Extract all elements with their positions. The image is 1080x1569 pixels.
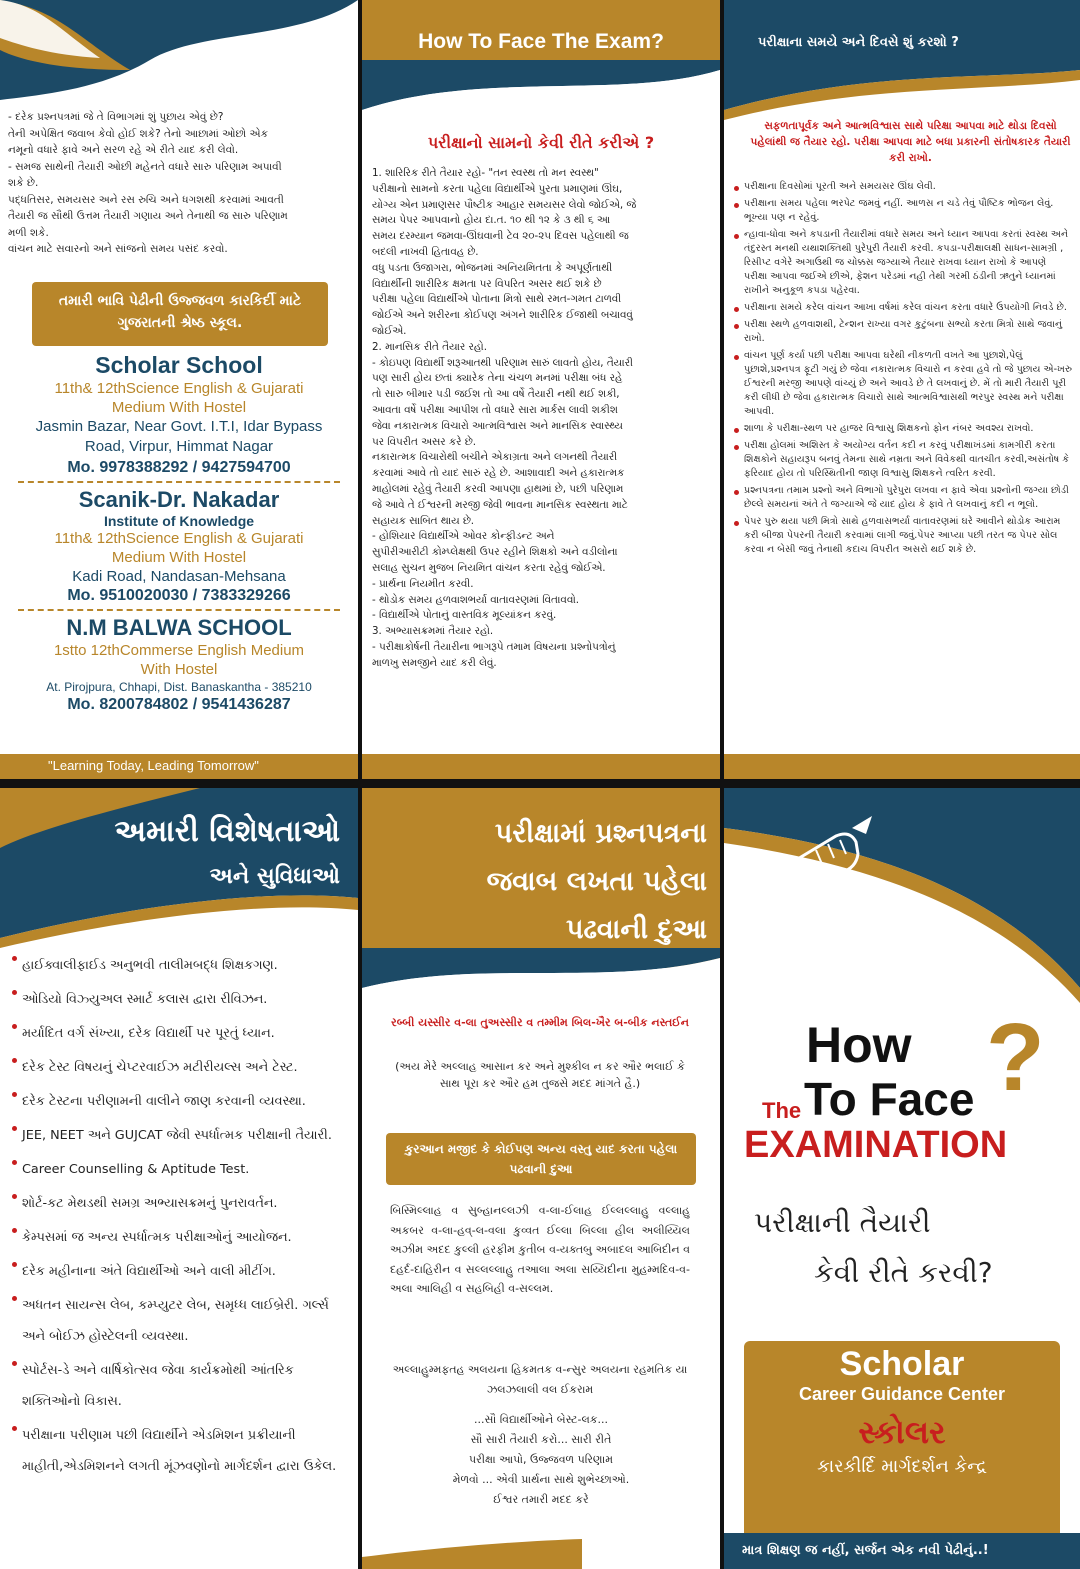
- how-heading: How: [806, 1017, 912, 1073]
- text-line: જે આવે તે ઈશ્વરની મરજી જેવી ભાવના માનસિક સ્વસ્થતા માટે: [372, 498, 628, 511]
- separator-dashed: [18, 609, 340, 611]
- school-name: Scanik-Dr. Nakadar: [78, 487, 280, 512]
- dua-title: [362, 810, 707, 954]
- tip-line: પદ્ધતિસર, સમયસર અને રસ રુચિ અને ધગશથી કરવામાં આવતી: [8, 193, 284, 206]
- list-item: ન્હાવા-ધોવા અને કપડાની તૈયારીમાં વધારે સમય અને ધ્યાન આપવા કરતાં સ્વસ્થ અને તંદુરસ્ત મનથી યથાશક્તિથી પુરેપુરી તૈયારી કરવી. કપડા-પરીક્ષાલક્ષી સાધન-સામગ્રી , રિસીપ્ટ વગેરે અગાઉથી જ ચોક્કસ જગ્યાએ તૈયાર રાખવા ધ્યાન રાખો કે આપણે પરીક્ષા આપવા જઈએ છીએ, ફેશન પરેડમાં નહી તેથી ગરમી ઠંડીની ઋતુને ધ્યાનમાં રાખીને અનુકૂળ કપડા પહેરવા.: [732, 228, 1072, 298]
- feature-item: સ્પોર્ટસ-ડે અને વાર્ષિકોત્સવ જેવા કાર્યક્રમોથી આંતરિક શક્તિઓનો વિકાસ.: [10, 1355, 350, 1417]
- prep-line-2: કેવી રીતે કરવી?: [814, 1256, 993, 1289]
- wish-line: પરીક્ષા આપો, ઉજ્જવળ પરિણામ: [469, 1453, 613, 1466]
- scholar-gujarati: સ્કોલર: [858, 1413, 946, 1451]
- cover-column: [724, 788, 1080, 1569]
- text-line: પરીક્ષા પહેલા વિદ્યાર્થીએ પોતાના મિત્રો સાથે રમત-ગમત ટાળવી: [372, 293, 622, 306]
- list-item: પરીક્ષા હોલમાં અશિસ્ત કે અયોગ્ય વર્તન કદી ન કરવું પરીક્ષાખંડમાં કામગીરી કરતા શિક્ષકોને સહાયરૂપ બનવું તેમના સાથે નમ્રતા અને વિવેકથી વાતચીત કરવી,અસંતોષ કે ફરિયાદ હોય તો પરિસ્થિતીની જાણ વિશ્વાસુ શિક્ષકને ત્વરિત કરવી.: [732, 439, 1072, 481]
- career-gujarati: કારકીર્દિ માર્ગદર્શન કેન્દ્ર: [817, 1456, 987, 1477]
- corner-wave-decoration: [0, 0, 358, 110]
- to-face-heading: To Face: [804, 1073, 975, 1125]
- school-address: At. Pirojpura, Chhapi, Dist. Banaskantha - 385210: [46, 680, 312, 694]
- dua-column: [362, 788, 720, 1569]
- text-line: - પરીક્ષાકોર્ષની તૈયારીના ભાગરૂપે તમામ વિષયના પ્રશ્નોપત્રોનું: [372, 640, 616, 653]
- text-line: માળખુ સમજીને યાદ કરી લેવું.: [372, 656, 497, 669]
- section-title: How To Face The Exam?: [418, 30, 664, 53]
- text-line: જોઈએ અને શરીરના કોઈપણ અંગને શારીરિક ઈજાથી બચાવવું: [372, 309, 633, 322]
- feature-item: દરેક ટેસ્ટના પરીણામની વાલીને જાણ કરવાની વ્યવસ્થા.: [10, 1086, 350, 1117]
- tip-line: - દરેક પ્રશ્નપત્રમાં જે તે વિભાગમાં શું પુછાય એવું છે?: [8, 111, 224, 123]
- footer-wave-decoration: [362, 1529, 720, 1569]
- top-left-column: [0, 0, 358, 780]
- header-wave-decoration: [362, 60, 720, 120]
- scholar-card: [744, 1341, 1060, 1539]
- school-course: 11th& 12thScience English & Gujarati Medium With Hostel: [54, 380, 304, 416]
- tip-line: - સમજ સાથેની તૈયારી ઓછી મહેનતે વધારે સારુ પરિણામ અપાવી: [8, 160, 282, 173]
- text-line: પર વિપરીત અસર કરે છે.: [372, 435, 476, 448]
- text-line: તો સારુ બીમાર પડી જઈશ તો આ વર્ષે તૈયારી નથી થઈ શકી,: [372, 388, 620, 401]
- tip-line: વાંચન માટે સવારનો અને સાંજનો સમય પસંદ કરવો.: [8, 243, 228, 255]
- text-line: બદલી નાખવી હિતાવહ છે.: [372, 245, 479, 258]
- tip-line: તેની અપેક્ષિત જવાબ કેવો હોઈ શકે? તેનો આછામાં ઓછો એક: [8, 127, 269, 140]
- tip-line: મળી શકે.: [8, 226, 49, 239]
- header-wave-decoration: [724, 0, 1080, 120]
- examination-heading: EXAMINATION: [744, 1124, 1008, 1166]
- text-line: સમય પેપર આપવાનો હોય દા.ત. ૧૦ થી ૧૨ કે ૩ થી ૬ આ: [372, 214, 610, 227]
- best-school-banner: તમારી ભાવિ પેઢીની ઉજ્જવળ કારકિર્દી માટે ગુજરાતની શ્રેષ્ઠ સ્કૂલ.: [32, 282, 328, 346]
- dua-title-line: જવાબ લખતા પહેલા: [486, 866, 707, 897]
- school-address: Jasmin Bazar, Near Govt. I.T.I, Idar Bypass Road, Virpur, Himmat Nagar: [35, 418, 323, 455]
- text-line: નકારાત્મક વિચારોથી બચીને એકાગ્રતા અને લગનથી તૈયારી: [372, 451, 618, 464]
- footer-band: [724, 754, 1080, 780]
- feature-item: ઓડિયો વિઝ્યુઅલ સ્માર્ટ કલાસ દ્વારા રીવિઝન.: [10, 984, 350, 1015]
- text-line: સુપીરીઆરીટી કોમ્પ્લેક્ષથી ઉપર રહીને શિક્ષકો અને વડીલોના: [372, 546, 618, 559]
- feature-item: હાઈક્વાલીફાઈડ અનુભવી તાલીમબદ્ધ શિક્ષકગણ.: [10, 950, 350, 981]
- feature-item: Career Counselling & Aptitude Test.: [10, 1154, 350, 1185]
- feature-item: અધતન સાયન્સ લેબ, કમ્પ્યુટર લેબ, સમૃધ્ધ લાઈબ્રેરી. ગર્લ્સ અને બોઈઝ હોસ્ટેલની વ્યવસ્થા.: [10, 1290, 350, 1352]
- text-line: 3. અભ્યાસક્રમમાં તૈયાર રહો.: [372, 625, 494, 638]
- text-line: સલાહ સુચન મુજબ નિયમિત વાંચન કરતા રહેવું જોઈએ.: [372, 561, 606, 574]
- school-phone: Mo. 9510020030 / 7383329266: [67, 587, 291, 604]
- the-word: The: [762, 1098, 802, 1123]
- list-item: પેપર પુરુ થયા પછી મિત્રો સાથે હળવાસભર્યા વાતાવરણમાં ઘરે આવીને થોડોક આરામ કરી બીજા પેપરની તૈયારી કરવામાં લાગી જવું.પેપર આપ્યા પછી તરત જ પેપર સોલ કરવા ન બેસી જવું તેનાથી કદાચ વિપરીત અસરો થઈ શકે છે.: [732, 515, 1072, 557]
- feature-item: શોર્ટ-કટ મેથડથી સમગ્ર અભ્યાસક્રમનું પુનરાવર્તન.: [10, 1188, 350, 1219]
- school-subtitle: Institute of Knowledge: [103, 513, 255, 529]
- text-line: કરવામાં આવે તો યાદ સારું રહે છે. આશાવાદી અને હકારાત્મક: [372, 467, 625, 480]
- quran-dua-banner: કુરઆન મજીદ કે કોઈપણ અન્ય વસ્તુ યાદ કરતા પહેલા પઢવાની દુઆ: [386, 1133, 696, 1185]
- school-card: [0, 352, 358, 477]
- text-line: સહાયક સાબિત થાય છે.: [372, 514, 475, 527]
- tip-line: તૈયારી જ સૌથી ઉત્તમ તૈયારી ગણાય અને તેનાથી જ સારુ પરિણામ: [8, 210, 288, 222]
- exam-prep-text: [372, 166, 717, 672]
- list-item: પરીક્ષાના સમયે કરેલ વાંચન આખા વર્ષમાં કરેલ વાંચન કરતા વધારે ઉપયોગી નિવડે છે.: [732, 301, 1072, 315]
- section-title: પરીક્ષાના સમયે અને દિવસે શું કરશો ?: [758, 35, 959, 50]
- top-middle-column: [362, 0, 720, 780]
- text-line: વિદ્યાર્થીની શારીરિક ક્ષમતા પર વિપરિત અસર થઈ શકે છે: [372, 277, 602, 290]
- dua-text-2: અલ્લાહુમ્મફતહ અલયના હિકમતક વ-ન્સુર અલયના રહમતિક યા ઝલઝલાલી વલ ઈકરામ: [392, 1363, 688, 1396]
- school-phone: Mo. 9978388292 / 9427594700: [67, 459, 291, 476]
- fist-pencil-icon: [756, 814, 876, 914]
- features-list: [10, 950, 350, 1485]
- list-item: વાંચન પૂર્ણ કર્યા પછી પરીક્ષા આપવા ઘરેથી નીકળતી વખતે આ પુછાશે,પેલું પુછાશે,પ્રશ્નપત્ર ફૂટી ગયું છે જેવા નકારાત્મક વિચારો ન કરવા હવે તો જે પુછાય એ-ખરુ ઈશ્વરની મરજી આપણે વાંચ્યું છે અને આવડે છે તે લખવાનું છે. મેં તો મારી તૈયારી પૂરી કરી લીધી છે જેવા હકારાત્મક વિચારો સાથે આત્મવિશ્વાસથી ભરપુર સ્વસ્થ મને પરીક્ષા આપવી.: [732, 349, 1072, 419]
- dua-arabic: રબ્બી યસ્સીર વ-લા તુઅસ્સીર વ તમ્મીમ બિલ-ખૈર બ-બીક નસ્તઈન: [391, 1016, 689, 1029]
- wish-line: સૌ સારી તૈયારી કરો... સારી રીતે: [470, 1433, 612, 1446]
- school-name: N.M BALWA SCHOOL: [66, 615, 292, 640]
- list-item: શાળા કે પરીક્ષા-સ્થળ પર હાજર વિશ્વાસુ શિક્ષકનો ફોન નંબર અવશ્ય રાખવો.: [732, 422, 1072, 436]
- feature-item: દરેક મહીનાના અંતે વિદ્યાર્થીઓ અને વાલી મીટીંગ.: [10, 1256, 350, 1287]
- list-item: પરીક્ષાના સમય પહેલા ભરપેટ જમવું નહીં. આળસ ન ચડે તેવું પૌષ્ટિક ભોજન લેવું. ભૂખ્યા પણ ન રહેવું.: [732, 197, 1072, 225]
- text-line: આવતા વર્ષે પરીક્ષા આપીશ તો વધારે સારા માર્કસ લાવી શકીશ: [372, 403, 618, 416]
- feature-item: કેમ્પસમાં જ અન્ય સ્પર્ધાત્મક પરીક્ષાઓનું આયોજન.: [10, 1222, 350, 1253]
- features-column: [0, 788, 358, 1569]
- section-heading: પરીક્ષાનો સામનો કેવી રીતે કરીએ ?: [427, 133, 655, 152]
- school-card: [0, 615, 358, 714]
- best-wishes: [362, 1410, 720, 1510]
- top-panel: [0, 0, 1080, 780]
- dua-title-line: પરીક્ષામાં પ્રશ્નપત્રના: [494, 818, 707, 849]
- features-title: અમારી વિશેષતાઓ: [114, 814, 340, 849]
- school-list: [0, 352, 358, 714]
- text-line: વધુ પડતા ઉજાગરા, ભોજનમાં અનિયમિતતા કે અપૂર્ણતાથી: [372, 261, 613, 274]
- wish-line: ઈશ્વર તમારી મદદ કરે: [493, 1493, 589, 1506]
- tagline-bar: "Learning Today, Leading Tomorrow": [0, 754, 358, 780]
- wish-line: મેળવો ... એવી પ્રાર્થના સાથે શુભેચ્છાઓ.: [452, 1473, 630, 1486]
- feature-item: પરીક્ષાના પરીણામ પછી વિદ્યાર્થીને એડમિશન પ્રક્રીયાની માહીતી,એડમિશનને લગતી મૂંઝવણોનો માર્ગદર્શન દ્વારા ઉકેલ.: [10, 1420, 350, 1482]
- tip-line: શકે છે.: [8, 177, 39, 189]
- feature-item: મર્યાદિત વર્ગ સંખ્યા, દરેક વિદ્યાર્થી પર પૂરતું ધ્યાન.: [10, 1018, 350, 1049]
- text-line: યોગ્ય એન પ્રમાણસર પૌષ્ટીક આહાર સમયસર લેવો જોઈએ, જે: [372, 198, 637, 211]
- text-line: સમય દરમ્યાન જમવા-ઊંઘવાની ટેવ ૨૦-૨૫ દિવસ પહેલાથી જ: [372, 230, 629, 243]
- feature-item: JEE, NEET અને GUJCAT જેવી સ્પર્ધાત્મક પરીક્ષાની તૈયારી.: [10, 1120, 350, 1151]
- exam-tips-text: [8, 110, 353, 259]
- footer-tagline: માત્ર શિક્ષણ જ નહીં, સર્જન એક નવી પેઢીનું..!: [724, 1533, 1080, 1569]
- school-course: 11th& 12thScience English & Gujarati Medium With Hostel: [54, 530, 304, 566]
- exam-day-list: [732, 180, 1072, 560]
- wish-line: ...સૌ વિદ્યાર્થીઓને બેસ્ટ-લક...: [473, 1413, 609, 1426]
- header-wave-decoration: [362, 948, 720, 998]
- school-course: 1stto 12thCommerse English Medium With Hostel: [53, 642, 305, 678]
- dua-meaning: (અય મેરે અલ્લાહ આસાન કર અને મુશ્કીલ ન કર ઔર ભલાઈ કે સાથ પૂરા કર ઔર હમ તુજસે મદદ માંગતે હૈ.): [395, 1060, 685, 1090]
- text-line: પરીક્ષાનો સામનો કરતા પહેલા વિદ્યાર્થીએ પુરતા પ્રમાણમાં ઊંઘ,: [372, 182, 623, 195]
- text-line: - હોશિયાર વિદ્યાર્થીએ ઓવર કોન્ફીડન્ટ અને: [372, 530, 555, 543]
- school-card: [0, 487, 358, 605]
- text-line: પણ સારી હોય છતાં ક્યારેક તેના ચંચળ મનમાં પરીક્ષા બંધ રહે: [372, 372, 623, 385]
- text-line: 1. શારિરિક રીતે તૈયાર રહો- "તન સ્વસ્થ તો મન સ્વસ્થ": [372, 167, 599, 179]
- text-line: જેવા નકારાત્મક વિચારો આત્મવિશ્વાસ અને માનસિક સ્વાસ્થ્ય: [372, 419, 623, 432]
- tip-line: નમૂનો વધારે ફાવે અને સરળ રહે એ રીતે યાદ કરી લેવો.: [8, 144, 239, 156]
- text-line: માહોલમાં રહેવું તૈયારી કરવી આપણા હાથમાં છે, પછી પરિણામ: [372, 482, 624, 495]
- dua-title-line: પઢવાની દુઆ: [565, 914, 707, 945]
- footer-band: [362, 754, 720, 780]
- features-subtitle: અને સુવિધાઓ: [209, 864, 340, 889]
- top-right-column: [724, 0, 1080, 780]
- career-subtitle: Career Guidance Center: [798, 1384, 1006, 1404]
- school-phone: Mo. 8200784802 / 9541436287: [67, 696, 291, 713]
- school-name: Scholar School: [95, 352, 263, 378]
- list-item: પરીક્ષાના દિવસોમાં પૂરતી અને સમયસર ઊંઘ લેવી.: [732, 180, 1072, 194]
- list-item: પ્રશ્નપત્રના તમામ પ્રશ્નો અને વિભાગો પુરેપુરા લખવા ન ફાવે એવા પ્રશ્નોની જગ્યા છોડી છેલ્લે સમયનાં અંતે તે જગ્યાએ જે યાદ હોય કે ફાવે તે લખવાનું કદી ન ભૂલો.: [732, 484, 1072, 512]
- section-intro: સફળતાપૂર્વક અને આત્મવિશ્વાસ સાથે પરિક્ષા આપવા માટે થોડા દિવસો પહેલાંથી જ તૈયાર રહો. પરીક્ષા આપવા માટે બધા પ્રકારની સંતોષકારક તૈયારી કરી રાખો.: [750, 120, 1071, 164]
- question-mark-icon: ?: [986, 1004, 1045, 1111]
- text-line: - વિદ્યાર્થીએ પોતાનું વાસ્તવિક મૂલ્યાંકન કરવું.: [372, 609, 557, 622]
- text-line: - કોઇપણ વિદ્યાર્થી શરૂઆતથી પરિણામ સારું લાવતો હોય, તૈયારી: [372, 356, 633, 369]
- text-line: - થોડોક સમય હળવાશભર્યા વાતાવરણમાં વિતાવવો.: [372, 593, 580, 606]
- text-line: - પ્રાર્થના નિયમીત કરવી.: [372, 577, 474, 590]
- list-item: પરીક્ષા સ્થળે હળવાશથી, ટેન્શન રાખ્યા વગર કુટુંબના સભ્યો કરતા મિત્રો સાથે જવાનું રાખો.: [732, 318, 1072, 346]
- feature-item: દરેક ટેસ્ટ વિષયનું ચેપ્ટરવાઈઝ મટીરીયલ્સ અને ટેસ્ટ.: [10, 1052, 350, 1083]
- school-address: Kadi Road, Nandasan-Mehsana: [72, 568, 286, 585]
- bottom-panel: [0, 788, 1080, 1569]
- text-line: 2. માનસિક રીતે તૈયાર રહો.: [372, 340, 488, 353]
- separator-dashed: [18, 481, 340, 483]
- prep-line-1: પરીક્ષાની તૈયારી: [754, 1206, 931, 1239]
- dua-text: બિસ્મિલ્લાહ વ સુબ્હાનલ્લઝી વ-લા-ઈલાહ ઈલ્લલ્લાહુ વલ્લાહુ અકબર વ-લા-હવ્-લ-વલા કુવ્વત ઈલ્લા બિલ્લા હીલ અલીય્યિલ અઝીમ અદદ કુલ્લી હરફીમ કુતીબ વ-યક્તબુ અબાદલ આબિદીન વ દહર્દ-દાહિરીન વ સલ્લલ્લાહુ તઆલા અલા સય્યિદીના મુહમ્મદિવ-વ-અલા આલિહી વ સહબિહી વ-સલ્લમ.: [390, 1204, 690, 1295]
- text-line: જોઈએ.: [372, 324, 407, 337]
- scholar-title: Scholar: [839, 1345, 965, 1383]
